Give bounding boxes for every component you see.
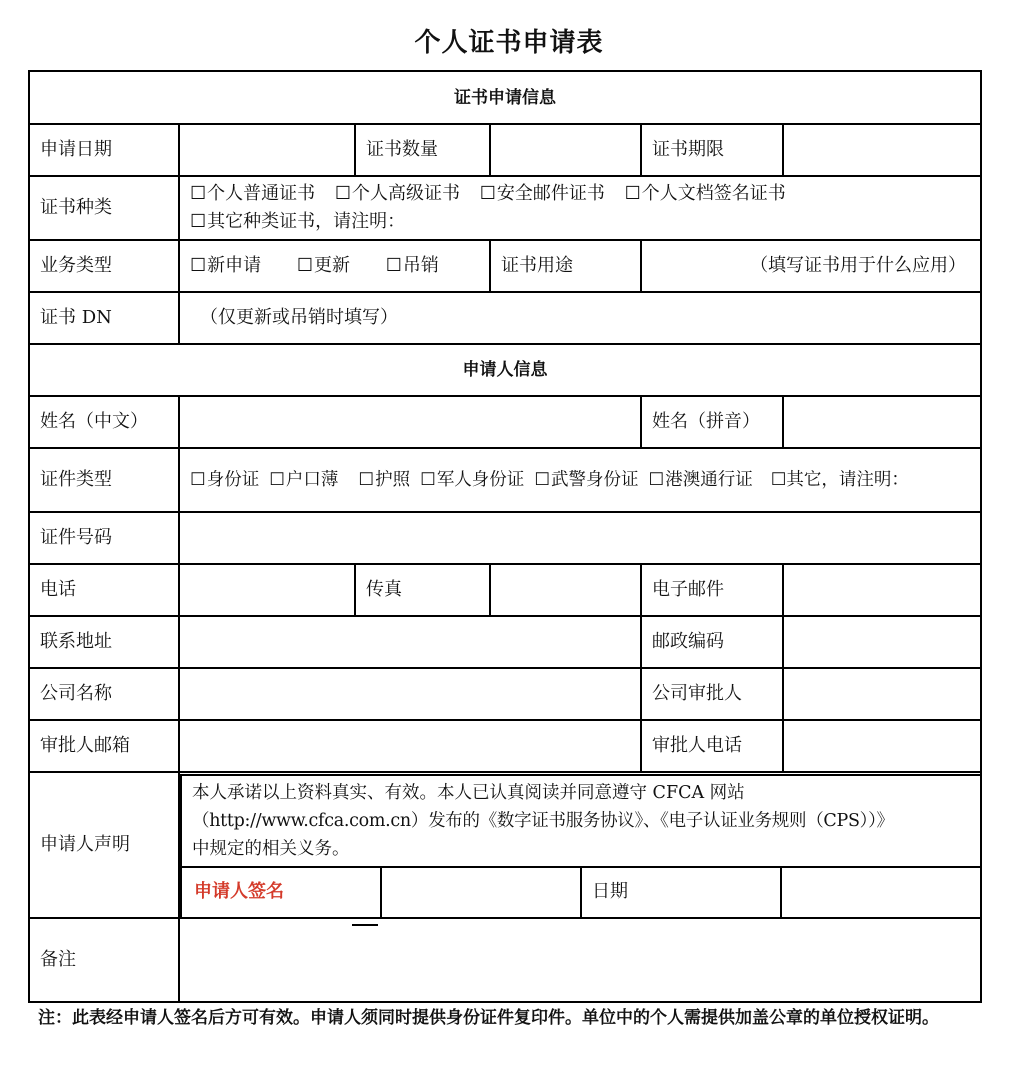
cert-type-option[interactable]: [625, 180, 786, 208]
checkbox-icon[interactable]: ☐: [624, 183, 641, 204]
option-label: 军人身份证: [436, 470, 525, 490]
id-type-option[interactable]: [269, 466, 338, 494]
id-type-options: [179, 448, 981, 512]
id-type-option[interactable]: [771, 470, 909, 490]
cert-count-field[interactable]: [490, 124, 641, 176]
id-type-option[interactable]: [420, 466, 524, 494]
form-title: 个人证书申请表: [414, 28, 604, 58]
declaration-text: [181, 775, 981, 867]
cert-type-option[interactable]: [190, 180, 315, 208]
declaration-line: （http://www.cfca.com.cn）发布的《数字证书服务协议》、《电子认证业务规则（CPS））》: [192, 810, 894, 831]
name-cn-field[interactable]: [179, 396, 641, 448]
footnote: 注：此表经申请人签名后方可有效。申请人须同时提供身份证件复印件。单位中的个人需提供加盖公章的单位授权证明。: [38, 1008, 939, 1028]
business-type-option[interactable]: [190, 252, 261, 280]
fax-label: 传真: [355, 564, 490, 616]
option-label: 其它种类证书，请注明：: [207, 211, 406, 232]
company-approver-field[interactable]: [783, 668, 981, 720]
id-type-option[interactable]: [190, 466, 259, 494]
cert-type-label: 证书种类: [29, 176, 179, 240]
declaration-line: 本人承诺以上资料真实、有效。本人已认真阅读并同意遵守 CFCA 网站: [192, 782, 745, 803]
option-label: 新申请: [207, 255, 262, 276]
option-label: 个人文档签名证书: [641, 183, 786, 204]
cert-type-option[interactable]: [335, 180, 460, 208]
id-number-field[interactable]: [179, 512, 981, 564]
checkbox-icon[interactable]: ☐: [296, 255, 314, 276]
cert-dn-hint: （仅更新或吊销时填写）: [200, 307, 398, 328]
cert-type-option[interactable]: [190, 208, 405, 236]
email-field[interactable]: [783, 564, 981, 616]
option-label: 安全邮件证书: [496, 183, 605, 204]
cert-type-options: [179, 176, 981, 240]
checkbox-icon[interactable]: ☐: [770, 470, 787, 490]
id-type-option[interactable]: [358, 466, 410, 494]
option-label: 护照: [375, 470, 411, 490]
option-label: 个人普通证书: [207, 183, 316, 204]
cert-type-option[interactable]: [480, 180, 605, 208]
fax-field[interactable]: [490, 564, 641, 616]
business-type-label: 业务类型: [29, 240, 179, 292]
address-label: 联系地址: [29, 616, 179, 668]
email-label: 电子邮件: [641, 564, 783, 616]
approver-email-field[interactable]: [179, 720, 641, 772]
company-name-field[interactable]: [179, 668, 641, 720]
option-label: 户口薄: [285, 470, 339, 490]
business-type-option[interactable]: [386, 252, 439, 280]
apply-date-field[interactable]: [179, 124, 355, 176]
checkbox-icon[interactable]: ☐: [534, 470, 551, 490]
option-label: 身份证: [206, 470, 260, 490]
cert-term-field[interactable]: [783, 124, 981, 176]
remarks-field[interactable]: [179, 918, 981, 1002]
declaration-inner-table: [180, 774, 981, 917]
id-type-label: 证件类型: [29, 448, 179, 512]
option-label: 个人高级证书: [352, 183, 461, 204]
checkbox-icon[interactable]: ☐: [385, 255, 402, 276]
cert-count-label: 证书数量: [355, 124, 490, 176]
section-header-cert-info: 证书申请信息: [29, 71, 981, 124]
business-type-options: [179, 240, 490, 292]
name-pinyin-field[interactable]: [783, 396, 981, 448]
signature-field[interactable]: [381, 867, 581, 917]
address-field[interactable]: [179, 616, 641, 668]
option-label: 港澳通行证: [665, 470, 753, 490]
approver-phone-label: 审批人电话: [641, 720, 783, 772]
company-name-label: 公司名称: [29, 668, 179, 720]
cert-term-label: 证书期限: [641, 124, 783, 176]
option-label: 更新: [314, 255, 351, 276]
cert-dn-label: 证书 DN: [29, 292, 179, 344]
checkbox-icon[interactable]: ☐: [358, 470, 375, 490]
id-type-option[interactable]: [534, 466, 638, 494]
name-pinyin-label: 姓名（拼音）: [641, 396, 783, 448]
option-label: 吊销: [402, 255, 439, 276]
cert-usage-label: 证书用途: [490, 240, 641, 292]
company-approver-label: 公司审批人: [641, 668, 783, 720]
cert-usage-field[interactable]: [641, 240, 981, 292]
declaration-label: 申请人声明: [29, 772, 179, 918]
declaration-block: [179, 772, 981, 918]
declaration-line: 中规定的相关义务。: [192, 838, 350, 859]
business-type-option[interactable]: [297, 252, 350, 280]
id-type-option[interactable]: [649, 466, 753, 494]
checkbox-icon[interactable]: ☐: [190, 470, 206, 490]
postcode-field[interactable]: [783, 616, 981, 668]
phone-label: 电话: [29, 564, 179, 616]
checkbox-icon[interactable]: ☐: [190, 211, 207, 232]
date-field[interactable]: [781, 867, 981, 917]
option-label: 武警身份证: [551, 470, 639, 490]
phone-field[interactable]: [179, 564, 355, 616]
remarks-dash-mark: [352, 924, 378, 926]
cert-usage-hint: （填写证书用于什么应用）: [750, 255, 967, 276]
section-header-applicant-info: 申请人信息: [29, 344, 981, 396]
approver-email-label: 审批人邮箱: [29, 720, 179, 772]
option-label: 其它，请注明：: [786, 470, 909, 490]
cert-dn-field[interactable]: [179, 292, 981, 344]
signature-label: 申请人签名: [181, 867, 381, 917]
name-cn-label: 姓名（中文）: [29, 396, 179, 448]
checkbox-icon[interactable]: ☐: [269, 470, 285, 490]
application-form-table: [28, 70, 982, 1003]
postcode-label: 邮政编码: [641, 616, 783, 668]
approver-phone-field[interactable]: [783, 720, 981, 772]
checkbox-icon[interactable]: ☐: [190, 183, 207, 204]
checkbox-icon[interactable]: ☐: [334, 183, 352, 204]
checkbox-icon[interactable]: ☐: [190, 255, 207, 276]
checkbox-icon[interactable]: ☐: [479, 183, 496, 204]
remarks-label: 备注: [29, 918, 179, 1002]
id-number-label: 证件号码: [29, 512, 179, 564]
apply-date-label: 申请日期: [29, 124, 179, 176]
date-label: 日期: [581, 867, 781, 917]
checkbox-icon[interactable]: ☐: [420, 470, 436, 490]
checkbox-icon[interactable]: ☐: [648, 470, 665, 490]
